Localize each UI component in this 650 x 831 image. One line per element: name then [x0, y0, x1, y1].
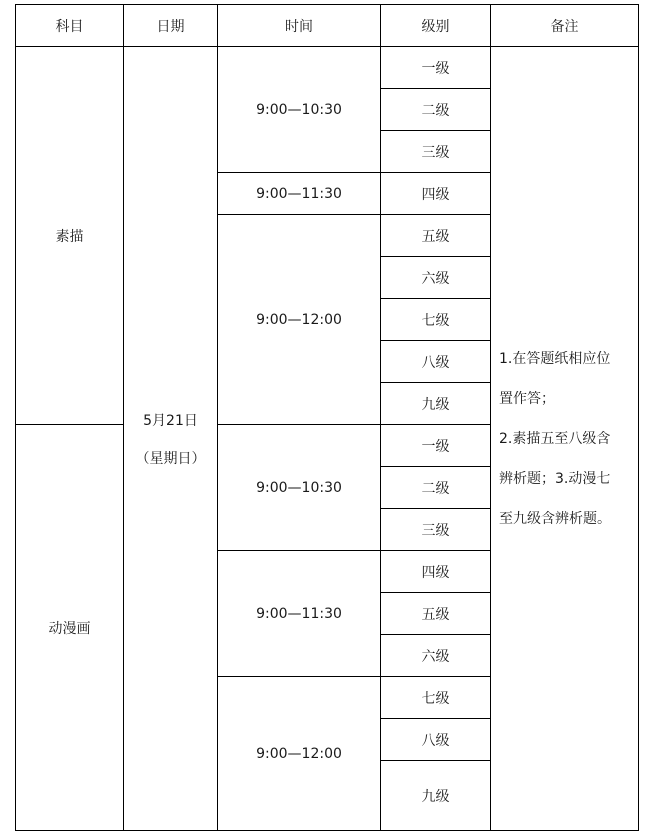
exam-schedule-table: [15, 4, 639, 831]
level-cell: 一级: [381, 47, 491, 89]
header-date: 日期: [124, 5, 218, 47]
level-cell: 四级: [381, 173, 491, 215]
time-slot: 9:00—12:00: [218, 215, 381, 425]
subject-anime: 动漫画: [16, 425, 124, 831]
remark-line: 2.素描五至八级含: [499, 430, 611, 447]
level-cell: 八级: [381, 341, 491, 383]
level-cell: 八级: [381, 719, 491, 761]
level-cell: 六级: [381, 257, 491, 299]
time-slot: 9:00—11:30: [218, 551, 381, 677]
header-remark: 备注: [491, 5, 639, 47]
level-cell: 二级: [381, 467, 491, 509]
time-slot: 9:00—10:30: [218, 47, 381, 173]
remark-line: 至九级含辨析题。: [499, 510, 611, 527]
exam-date-weekday: （星期日）: [135, 450, 206, 467]
header-level: 级别: [381, 5, 491, 47]
header-row: [16, 5, 639, 47]
table-row: [16, 47, 639, 89]
header-subject: 科目: [16, 5, 124, 47]
level-cell: 九级: [381, 761, 491, 831]
header-time: 时间: [218, 5, 381, 47]
level-cell: 五级: [381, 215, 491, 257]
time-slot: 9:00—11:30: [218, 173, 381, 215]
exam-date-cell: [124, 47, 218, 831]
remark-cell: [491, 47, 639, 831]
subject-sketch: 素描: [16, 47, 124, 425]
level-cell: 二级: [381, 89, 491, 131]
level-cell: 三级: [381, 131, 491, 173]
level-cell: 七级: [381, 677, 491, 719]
exam-date: [124, 410, 217, 468]
time-slot: 9:00—10:30: [218, 425, 381, 551]
remark-line: 辨析题；3.动漫七: [499, 470, 611, 487]
level-cell: 五级: [381, 593, 491, 635]
time-slot: 9:00—12:00: [218, 677, 381, 831]
remark-line: 1.在答题纸相应位: [499, 350, 611, 367]
level-cell: 三级: [381, 509, 491, 551]
level-cell: 九级: [381, 383, 491, 425]
exam-date-day: 5月21日: [143, 412, 198, 429]
level-cell: 六级: [381, 635, 491, 677]
level-cell: 一级: [381, 425, 491, 467]
level-cell: 七级: [381, 299, 491, 341]
level-cell: 四级: [381, 551, 491, 593]
remark-line: 置作答；: [499, 390, 555, 407]
